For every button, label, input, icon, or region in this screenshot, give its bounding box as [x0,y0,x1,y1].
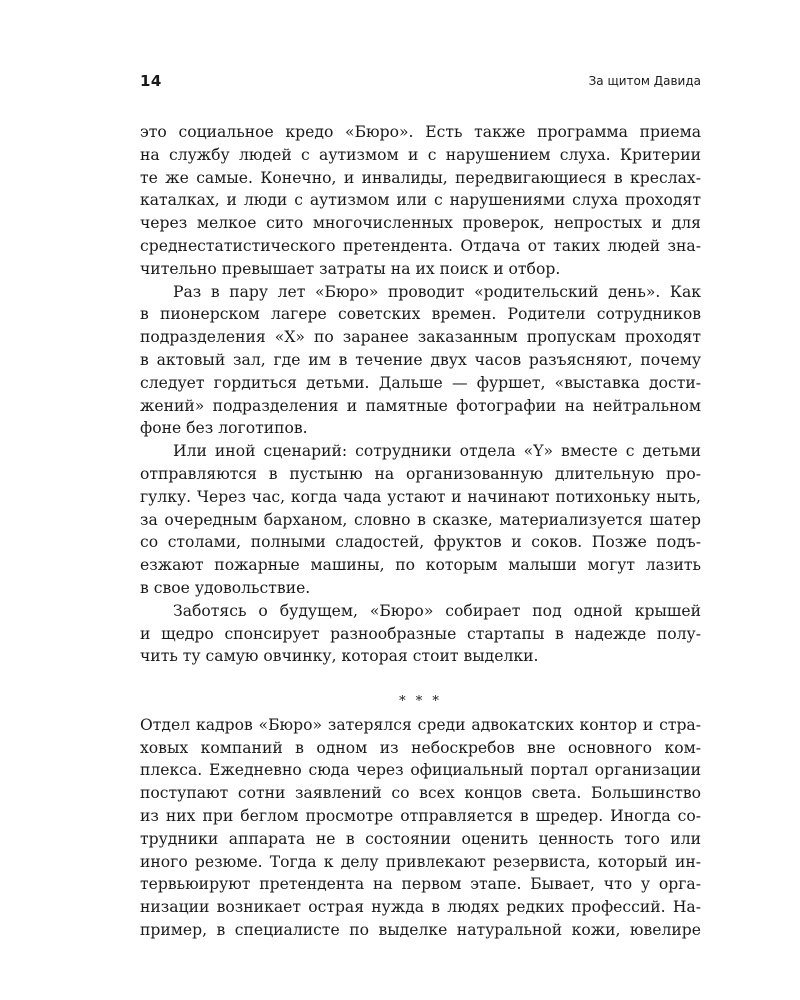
text-line: отправляются в пустыню на организованную длительную про- [140,464,701,483]
text-line: Заботясь о будущем, «Бюро» собирает под одной крышей [173,601,701,620]
running-title: За щитом Давида [588,74,701,88]
text-line: и щедро спонсирует разнообразные стартапы в надежде полу- [140,624,701,643]
text-line: низации возникает острая нужда в людях редких профессий. На- [140,898,701,917]
text-line: за очередным барханом, словно в сказке, материализуется шатер [140,510,701,529]
text-line: Раз в пару лет «Бюро» проводит «родительский день». Как [173,282,701,301]
text-line: на службу людей с аутизмом и с нарушением слуха. Критерии [140,145,701,164]
text-line: в пионерском лагере советских времен. Родители сотрудников [140,305,701,324]
text-line: те же самые. Конечно, и инвалиды, передвигающиеся в креслах- [140,168,701,187]
text-line: в актовый зал, где им в течение двух часов разъясняют, почему [140,350,701,369]
text-line: поступают сотни заявлений со всех концов света. Большинство [140,784,701,803]
text-line: чить ту самую овчинку, которая стоит выделки. [140,647,539,666]
text-line: среднестатистического претендента. Отдача от таких людей зна- [140,236,701,255]
text-line: гулку. Через час, когда чада устают и начинают потихоньку ныть, [140,487,701,506]
text-line: ховых компаний в одном из небоскребов вне основного ком- [140,738,701,757]
text-line: со столами, полными сладостей, фруктов и соков. Позже подъ- [140,533,701,552]
paragraph [140,714,701,942]
paragraph [140,281,701,441]
text-line: Или иной сценарий: сотрудники отдела «Y» вместе с детьми [173,442,701,461]
text-line: трудники аппарата не в состоянии оценить ценность того или [140,829,701,848]
text-line: езжают пожарные машины, по которым малыши могут лазить [140,556,701,575]
text-line: это социальное кредо «Бюро». Есть также программа приема [140,123,701,141]
text-line: подразделения «Х» по заранее заказанным пропускам проходят [140,328,701,347]
text-line: следует гордиться детьми. Дальше — фуршет, «выставка дости- [140,373,701,392]
text-line: Отдел кадров «Бюро» затерялся среди адвокатских контор и стра- [140,715,701,734]
text-line: иного резюме. Тогда к делу привлекают резервиста, который ин- [140,852,701,871]
section-separator: * * * [399,693,442,709]
text-line: чительно превышает затраты на их поиск и отбор. [140,259,561,278]
section-gap [140,668,701,691]
text-line: каталках, и люди с аутизмом или с нарушениями слуха проходят [140,191,701,210]
body-text [140,121,701,942]
paragraph [140,121,701,281]
page-header [140,72,701,92]
text-line: пример, в специалисте по выделке натуральной кожи, ювелире [140,920,701,939]
paragraph [140,440,701,600]
text-line: из них при беглом просмотре отправляется в шредер. Иногда со- [140,806,701,825]
text-line: фоне без логотипов. [140,419,308,438]
text-line: в свое удовольствие. [140,578,311,597]
text-line: через мелкое сито многочисленных проверок, непростых и для [140,214,701,233]
paragraph [140,600,701,668]
text-line: плекса. Ежедневно сюда через официальный портал организации [140,761,701,780]
page-number: 14 [140,72,162,90]
text-line: тервьюируют претендента на первом этапе. Бывает, что у орга- [140,875,701,894]
text-line: жений» подразделения и памятные фотографии на нейтральном [140,396,701,415]
